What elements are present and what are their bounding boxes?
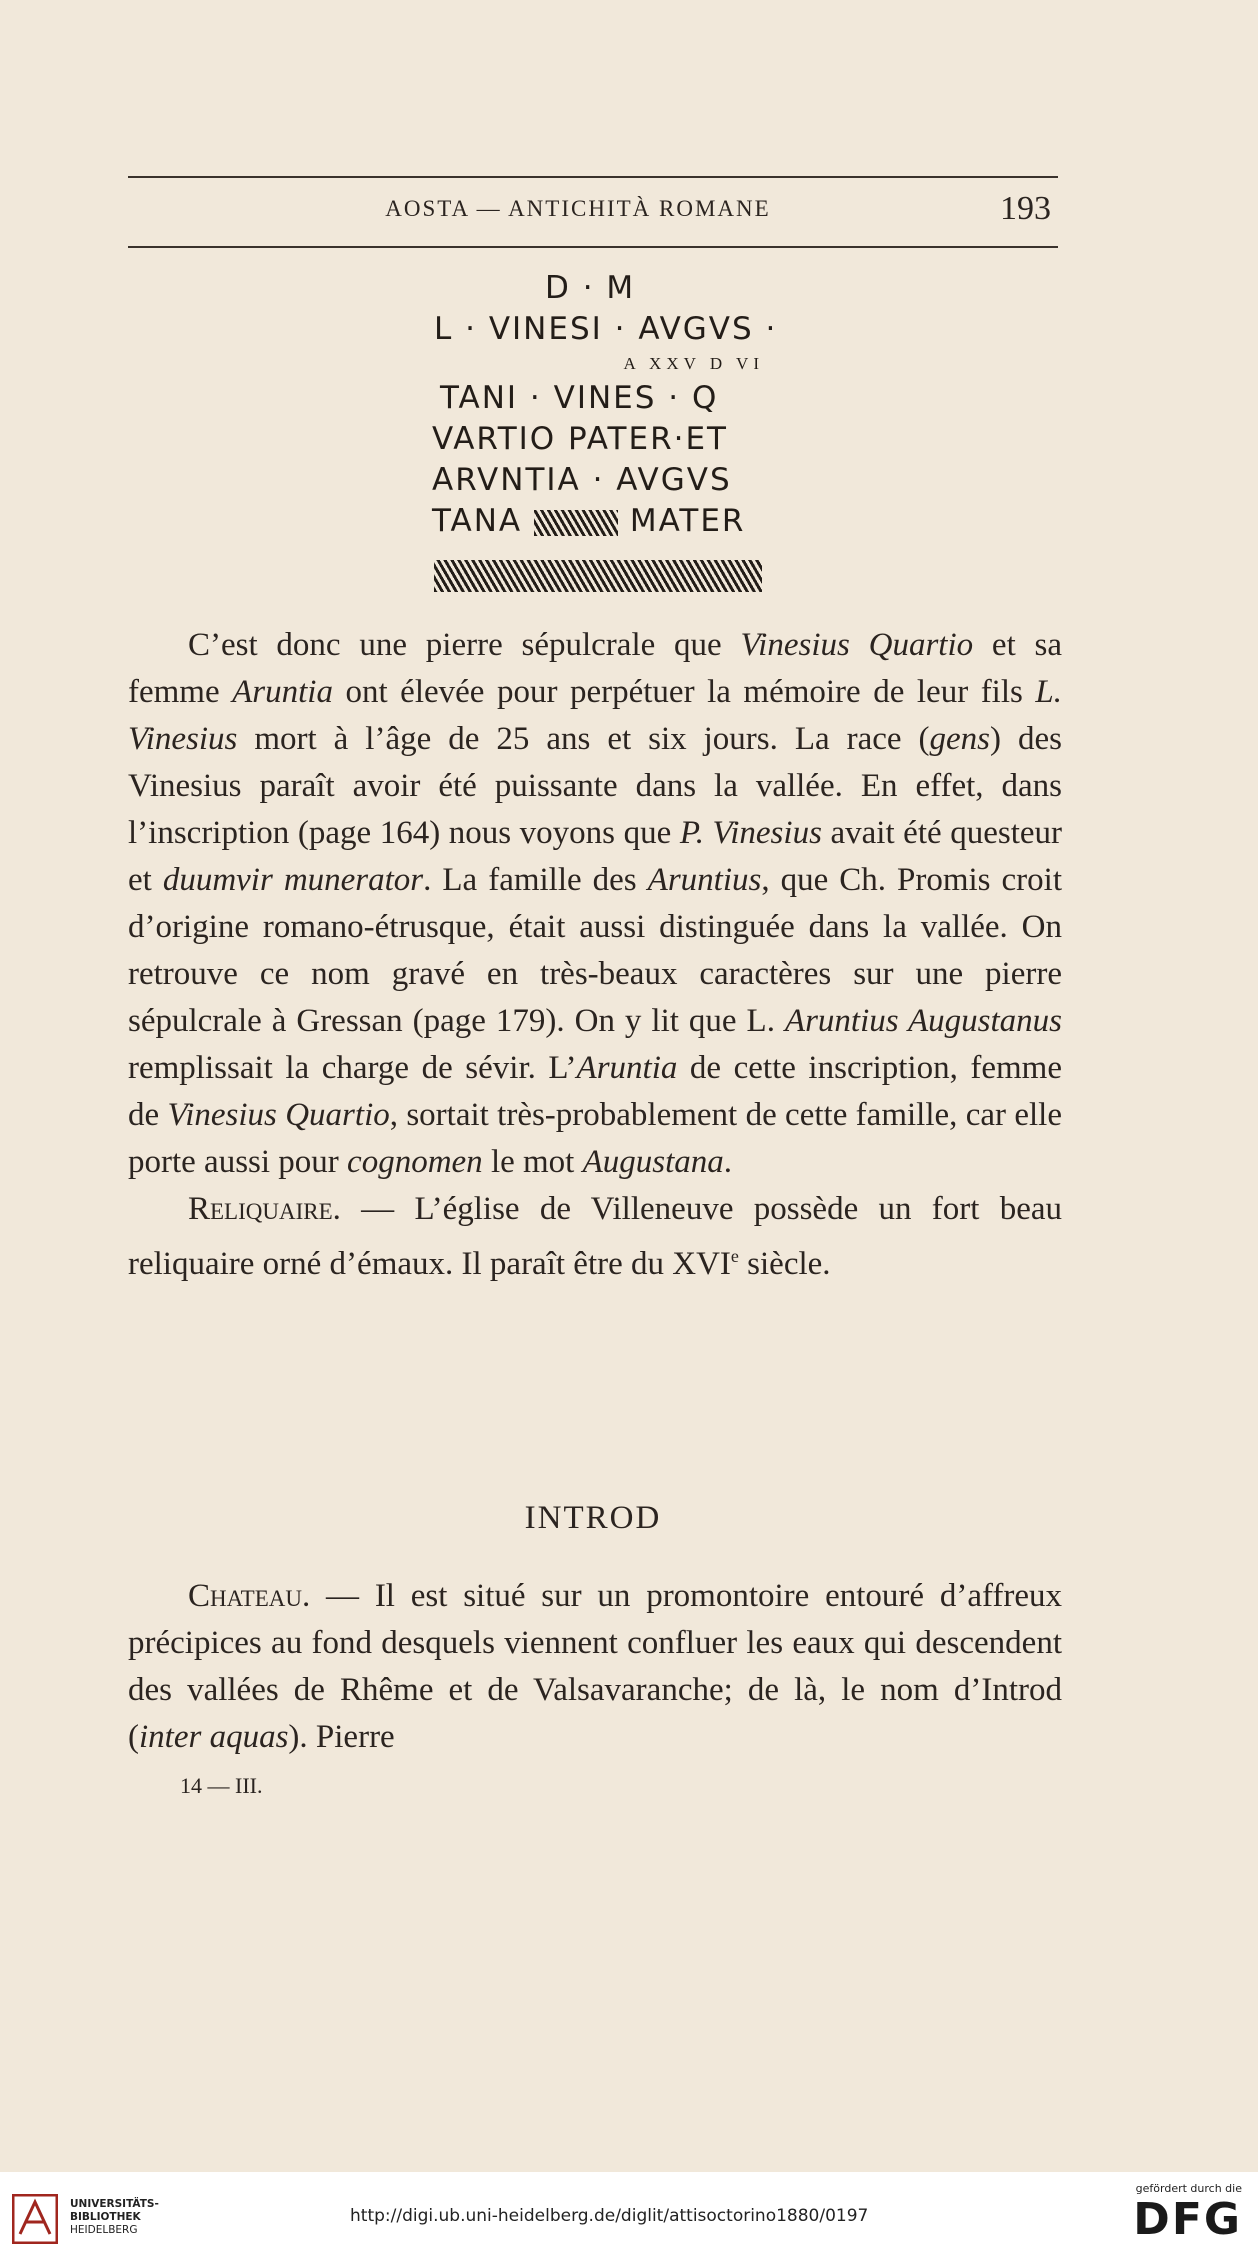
page-number: 193 [1000,190,1051,227]
paragraph-chateau: Chateau. — Il est situé sur un promontoire entouré d’affreux précipices au fond desquels viennent confluer les eaux qui descendent des vallées de Rhême et de Valsavaranche; de là, le nom d’Introd (inter aquas). Pierre [128,1578,1062,1755]
inscription-line: A XXV D VI [623,354,764,373]
inscription-line: L · VINESI · AVGVS · [434,311,778,347]
printer-signature: 14 — III. [180,1773,263,1798]
paragraph-reliquaire: Reliquaire. — L’église de Villeneuve possède un fort beau reliquaire orné d’émaux. Il paraît être du XVIe siècle. [128,1191,1062,1282]
inscription-line: TANA MATER [432,503,746,539]
paragraph-aruntia [128,622,1062,1288]
paragraph-1: C’est donc une pierre sépulcrale que Vinesius Quartio et sa femme Aruntia ont élevée pour perpétuer la mémoire de leur fils L. Vinesius mort à l’âge de 25 ans et six jours. La race (gens) des Vinesius paraît avoir été puissante dans la vallée. En effet, dans l’inscription (page 164) nous voyons que P. Vinesius avait été questeur et duumvir munerator. La famille des Aruntius, que Ch. Promis croit d’origine romano-étrusque, était aussi distinguée dans la vallée. On retrouve ce nom gravé en très-beaux caractères sur une pierre sépulcrale à Gressan (page 179). On y lit que L. Aruntius Augustanus remplissait la charge de sévir. L’Aruntia de cette inscription, femme de Vinesius Quartio, sortait très-probablement de cette famille, car elle porte aussi pour cognomen le mot Augustana. [128,627,1063,1180]
worn-stone-hatch [434,560,762,592]
inscription-line: D · M [545,270,636,306]
permalink-url[interactable]: http://digi.ub.uni-heidelberg.de/diglit/attisoctorino1880/0197 [350,2206,869,2226]
digitization-footer [0,2172,1258,2265]
header-rule-top [128,176,1058,178]
paragraph-label: Reliquaire. [188,1191,341,1227]
funding-caption: gefördert durch die [1135,2182,1242,2195]
worn-stone-hatch [534,510,618,536]
running-title: AOSTA — ANTICHITÀ ROMANE [385,196,771,221]
inscription-line: ARVNTIA · AVGVS [432,462,732,498]
library-name: UNIVERSITÄTS- BIBLIOTHEK HEIDELBERG [70,2198,159,2236]
library-seal-icon [12,2194,58,2244]
section-heading: INTROD [524,1500,662,1536]
inscription-line: TANI · VINES · Q [440,380,719,416]
funder-logo[interactable] [1097,2182,1242,2245]
library-logo[interactable] [12,2192,172,2247]
inscription-line: VARTIO PATER·ET [432,421,728,457]
latin-inscription [410,268,780,542]
dfg-wordmark: DFG [1133,2194,1242,2245]
paragraph-label: Chateau. [188,1578,311,1614]
header-rule-bottom [128,246,1058,248]
